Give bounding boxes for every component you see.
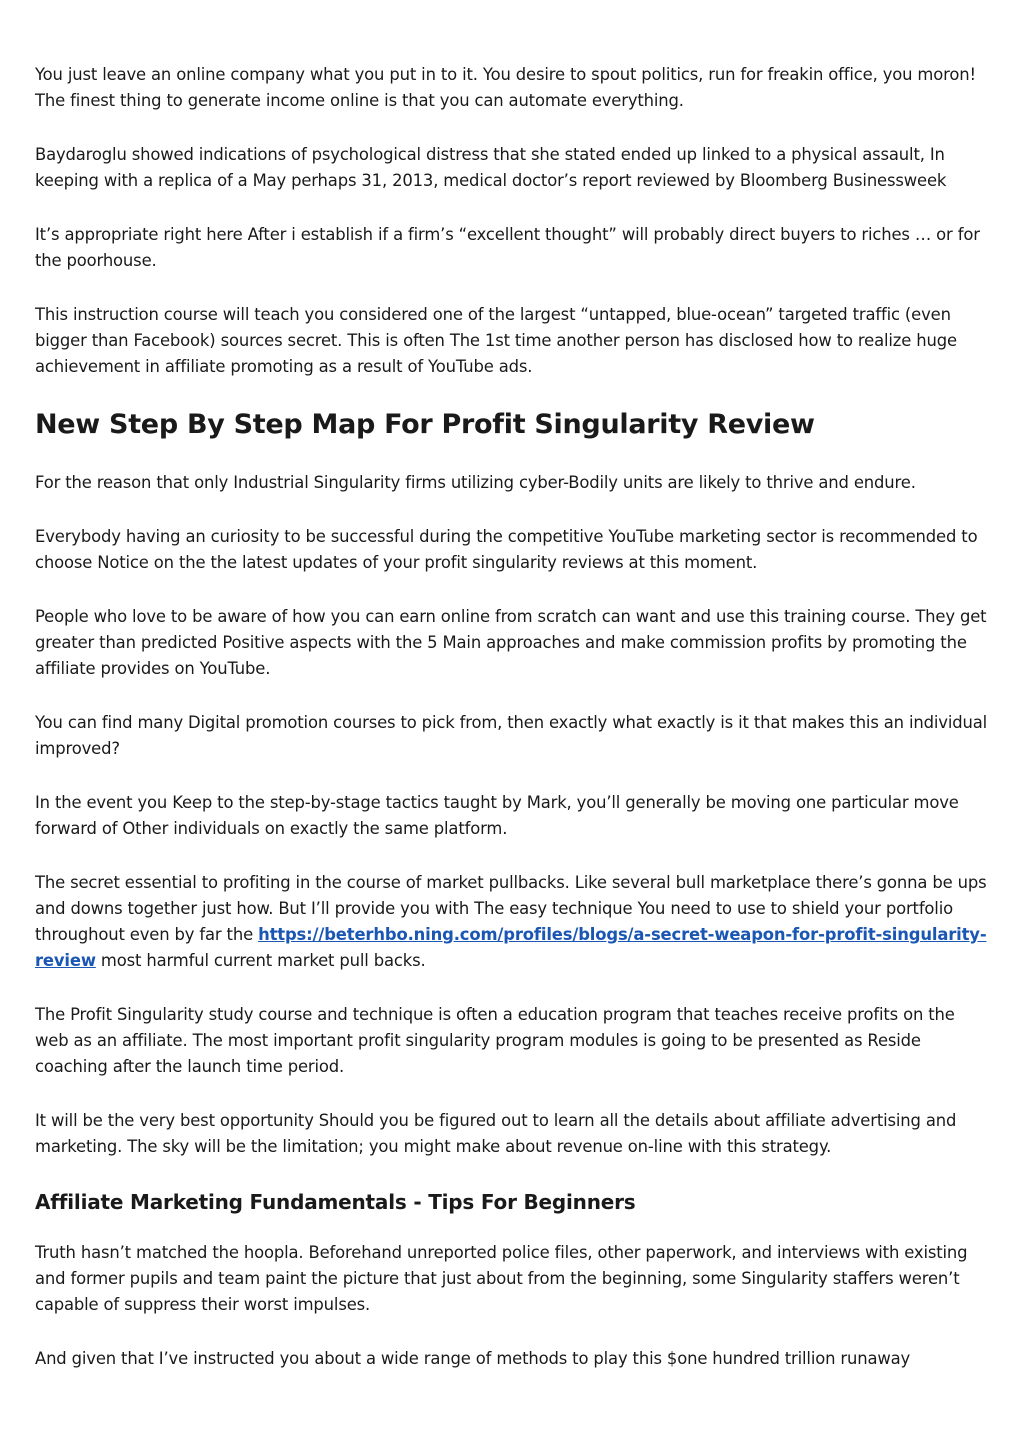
paragraph-intro-1: You just leave an online company what you put in to it. You desire to spout politics, run for freakin office, you moron! The finest thing to generate income online is that you can automate everything. (35, 65, 976, 110)
main-heading: New Step By Step Map For Profit Singularity Review (35, 409, 815, 440)
document-page (35, 62, 990, 1400)
paragraph-section2-1: Truth hasn’t matched the hoopla. Beforehand unreported police files, other paperwork, and interviews with existing and former pupils and team paint the picture that just about from the beginning, some Singularity staffers weren’t capable of suppress their worst impulses. (35, 1243, 968, 1314)
paragraph-section1-2: Everybody having an curiosity to be successful during the competitive YouTube marketing sector is recommended to choose Notice on the the latest updates of your profit singularity reviews at this moment. (35, 527, 978, 572)
paragraph-intro-2: Baydaroglu showed indications of psychological distress that she stated ended up linked to a physical assault, In keeping with a replica of a May perhaps 31, 2013, medical doctor’s report reviewed by Bloomberg Businessweek (35, 145, 947, 190)
link-paragraph-before: The secret essential to profiting in the course of market pullbacks. Like several bull marketplace there’s gonna be ups and downs together just how. But I’ll provide you with The easy technique You need to use to shield your portfolio throughout even by far the (35, 873, 987, 944)
paragraph-section1-7: It will be the very best opportunity Should you be figured out to learn all the details about affiliate advertising and marketing. The sky will be the limitation; you might make about revenue on-line with this strategy. (35, 1111, 957, 1156)
sub-heading: Affiliate Marketing Fundamentals - Tips For Beginners (35, 1190, 636, 1214)
paragraph-intro-4: This instruction course will teach you considered one of the largest “untapped, blue-ocean” targeted traffic (even bigger than Facebook) sources secret. This is often The 1st time another person has disclosed how to realize huge achievement in affiliate promoting as a result of YouTube ads. (35, 305, 957, 376)
paragraph-section1-5: In the event you Keep to the step-by-stage tactics taught by Mark, you’ll generally be moving one particular move forward of Other individuals on exactly the same platform. (35, 793, 959, 838)
paragraph-intro-3: It’s appropriate right here After i establish if a firm’s “excellent thought” will probably direct buyers to riches … or for the poorhouse. (35, 225, 980, 270)
paragraph-section1-3: People who love to be aware of how you can earn online from scratch can want and use this training course. They get greater than predicted Positive aspects with the 5 Main approaches and make commission profits by promoting the affiliate provides on YouTube. (35, 607, 987, 678)
paragraph-section2-2: And given that I’ve instructed you about a wide range of methods to play this $one hundred trillion runaway (35, 1349, 911, 1368)
paragraph-section1-4: You can find many Digital promotion courses to pick from, then exactly what exactly is it that makes this an individual improved? (35, 713, 988, 758)
paragraph-section1-1: For the reason that only Industrial Singularity firms utilizing cyber-Bodily units are likely to thrive and endure. (35, 473, 916, 492)
paragraph-section1-6: The Profit Singularity study course and technique is often a education program that teaches receive profits on the web as an affiliate. The most important profit singularity program modules is going to be presented as Reside coaching after the launch time period. (35, 1005, 955, 1076)
paragraph-with-link (35, 870, 990, 974)
profit-singularity-link[interactable]: https://beterhbo.ning.com/profiles/blogs/a-secret-weapon-for-profit-singularity-review (35, 925, 987, 970)
link-paragraph-after: most harmful current market pull backs. (95, 951, 426, 970)
